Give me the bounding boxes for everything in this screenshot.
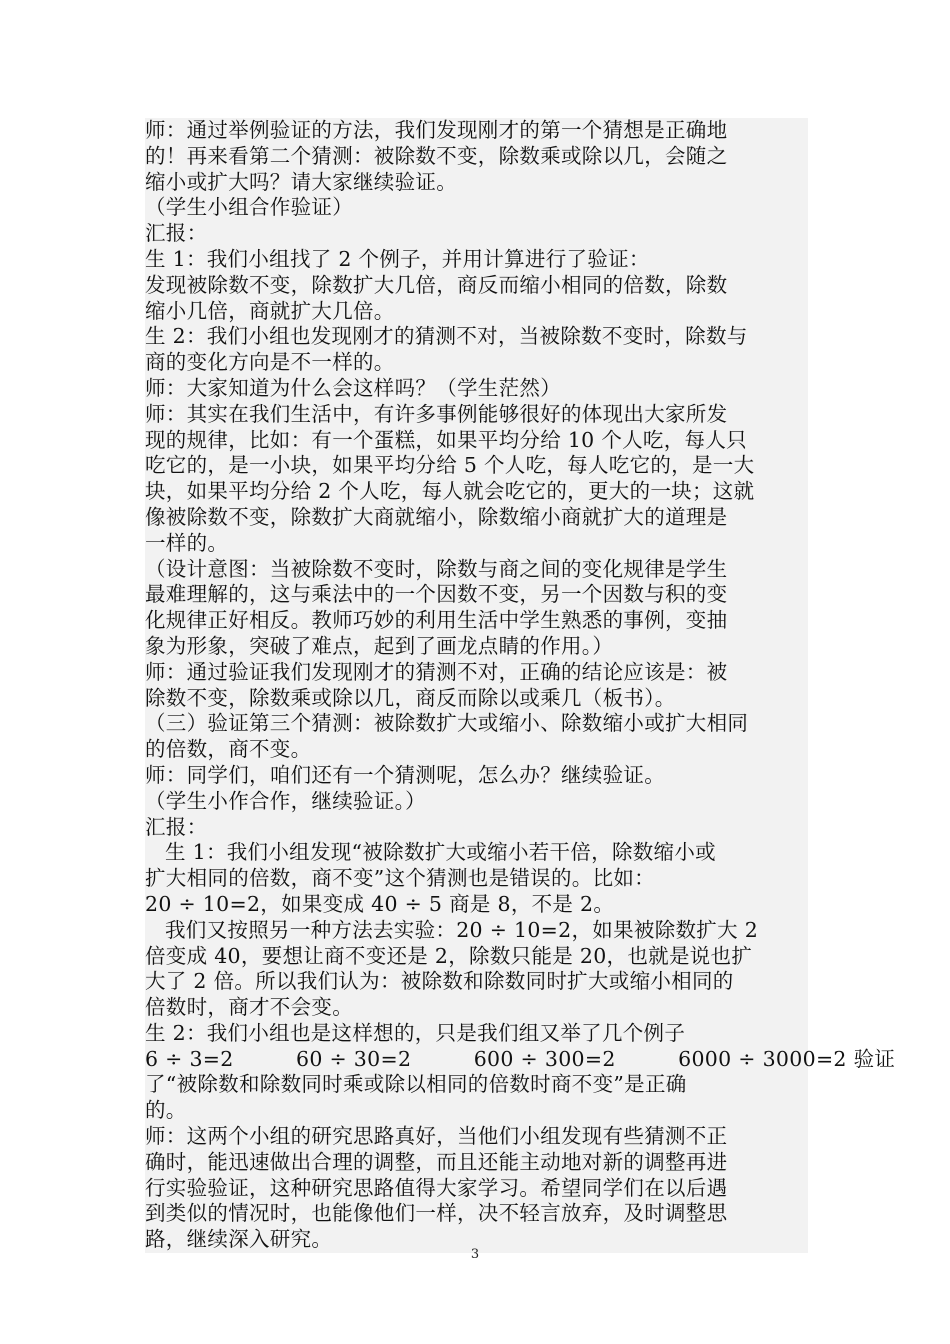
text-line: 我们又按照另一种方法去实验：20 ÷ 10=2，如果被除数扩大 2 <box>165 917 759 942</box>
text-line: 师：这两个小组的研究思路真好，当他们小组发现有些猜测不正 <box>145 1124 728 1149</box>
text-line: 了“被除数和除数同时乘或除以相同的倍数时商不变”是正确 <box>145 1072 687 1097</box>
text-line: 倍数时，商才不会变。 <box>145 995 353 1020</box>
text-line: （学生小作合作，继续验证。） <box>145 788 426 813</box>
text-line: 生 1：我们小组发现“被除数扩大或缩小若干倍，除数缩小或 <box>165 840 716 865</box>
text-line: （三）验证第三个猜测：被除数扩大或缩小、除数缩小或扩大相同 <box>145 711 749 736</box>
text-line: 吃它的，是一小块，如果平均分给 5 个人吃，每人吃它的，是一大 <box>145 453 755 478</box>
text-line: 的倍数，商不变。 <box>145 737 312 762</box>
text-line: 化规律正好相反。教师巧妙的利用生活中学生熟悉的事例，变抽 <box>145 608 728 633</box>
text-line: 师：通过验证我们发现刚才的猜测不对，正确的结论应该是：被 <box>145 659 728 684</box>
text-line: 生 2：我们小组也发现刚才的猜测不对，当被除数不变时，除数与 <box>145 324 748 349</box>
text-line: 生 1：我们小组找了 2 个例子，并用计算进行了验证： <box>145 246 650 271</box>
text-line: 倍变成 40，要想让商不变还是 2，除数只能是 20，也就是说也扩 <box>145 943 753 968</box>
text-line: 像被除数不变，除数扩大商就缩小，除数缩小商就扩大的道理是 <box>145 504 728 529</box>
text-line: 缩小几倍，商就扩大几倍。 <box>145 298 395 323</box>
text-line: 象为形象，突破了难点，起到了画龙点睛的作用。） <box>145 633 614 658</box>
text-line: 路，继续深入研究。 <box>145 1227 333 1252</box>
text-line: 确时，能迅速做出合理的调整，而且还能主动地对新的调整再进 <box>145 1149 728 1174</box>
text-line: 除数不变，除数乘或除以几，商反而除以或乘几（板书）。 <box>145 685 676 710</box>
text-line: 最难理解的，这与乘法中的一个因数不变，另一个因数与积的变 <box>145 582 728 607</box>
text-line: 扩大相同的倍数，商不变”这个猜测也是错误的。比如： <box>145 866 655 891</box>
text-line: 块，如果平均分给 2 个人吃，每人就会吃它的，更大的一块；这就 <box>145 479 755 504</box>
page-number: 3 <box>470 1247 480 1262</box>
text-line: （设计意图：当被除数不变时，除数与商之间的变化规律是学生 <box>145 556 728 581</box>
text-line: 行实验验证，这种研究思路值得大家学习。希望同学们在以后遇 <box>145 1175 728 1200</box>
text-line: 到类似的情况时，也能像他们一样，决不轻言放弃，及时调整思 <box>145 1201 728 1226</box>
text-line: 现的规律，比如：有一个蛋糕，如果平均分给 10 个人吃，每人只 <box>145 427 747 452</box>
text-line: 的。 <box>145 1098 187 1123</box>
text-line: 大了 2 倍。所以我们认为：被除数和除数同时扩大或缩小相同的 <box>145 969 734 994</box>
text-line: 师：通过举例验证的方法，我们发现刚才的第一个猜想是正确地 <box>145 118 728 142</box>
text-line: 缩小或扩大吗？请大家继续验证。 <box>145 169 457 194</box>
text-line: 汇报： <box>145 814 208 839</box>
text-line: 6 ÷ 3=2 60 ÷ 30=2 600 ÷ 300=2 6000 ÷ 3000=2 验证 <box>145 1046 896 1071</box>
text-line: 师：其实在我们生活中，有许多事例能够很好的体现出大家所发 <box>145 401 728 426</box>
text-line: 生 2：我们小组也是这样想的，只是我们组又举了几个例子 <box>145 1020 686 1045</box>
text-line: 一样的。 <box>145 530 229 555</box>
text-line: 商的变化方向是不一样的。 <box>145 350 395 375</box>
text-line: 20 ÷ 10=2，如果变成 40 ÷ 5 商是 8，不是 2。 <box>145 891 615 916</box>
text-line: 发现被除数不变，除数扩大几倍，商反而缩小相同的倍数，除数 <box>145 272 728 297</box>
text-line: 的！再来看第二个猜测：被除数不变，除数乘或除以几，会随之 <box>145 143 728 168</box>
text-line: （学生小组合作验证） <box>145 195 353 220</box>
text-line: 师：大家知道为什么会这样吗？（学生茫然） <box>145 375 561 400</box>
body-text <box>145 118 896 1253</box>
text-line: 汇报： <box>145 221 208 246</box>
text-line: 师：同学们，咱们还有一个猜测呢，怎么办？继续验证。 <box>145 762 665 787</box>
